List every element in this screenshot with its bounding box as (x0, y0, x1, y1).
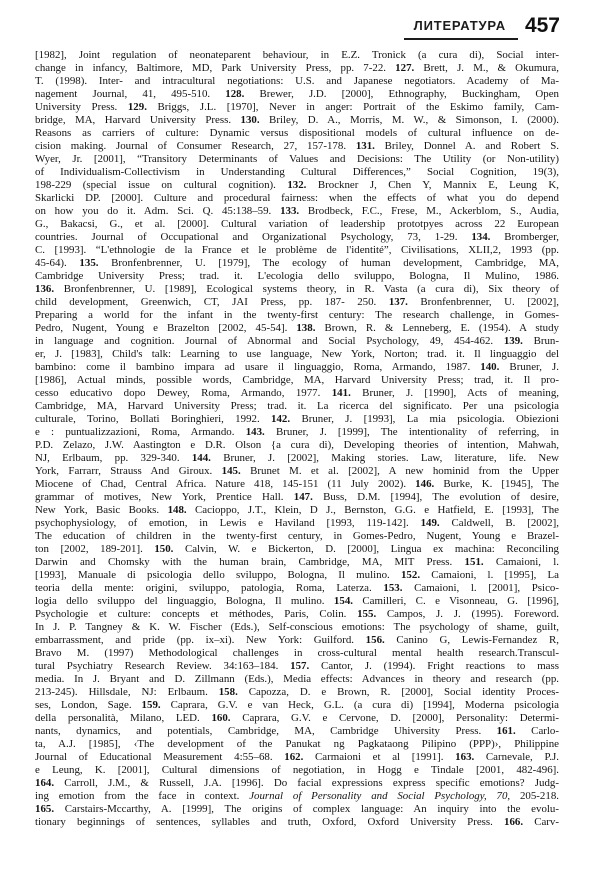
entry-number: 143. (245, 426, 265, 438)
text-line (35, 166, 559, 179)
text-segment: G., Bakacsi, G., et al. [2000]. Cultural variation of leadership prototpyes across 22 European (35, 218, 559, 230)
text-segment: The education of children in the twenty-first century, in Gomes-Pedro, Nugent, Young e Brazel- (35, 530, 559, 542)
entry-number: 152. (400, 569, 421, 581)
entry-number: 136. (35, 283, 55, 295)
text-segment: 213-245). Hillsdale, NJ: Erlbaum. (35, 686, 219, 698)
text-segment: ses, London, Sage. (35, 699, 142, 711)
text-line (35, 803, 559, 816)
text-segment: Journal of Personality and Social Psychology, 70 (249, 790, 508, 802)
text-segment: countries. Journal of Occupational and Organizational Psychology, 73, 1-29. (35, 231, 472, 243)
page-number: 457 (524, 14, 560, 37)
text-segment: P.D. Zelazo, J.W. Aastington e D.R. Olson {a cura di), Developing theories of intention, Mahwah, (35, 439, 559, 451)
text-line (35, 192, 559, 205)
text-line (35, 179, 559, 192)
text-segment: In J. P. Tangney & K. W. Fischer (Eds.), Self-conscious emotions: The psychology of shame, guilt, (35, 621, 559, 633)
entry-number: 142. (271, 413, 291, 425)
text-segment: grammar of motives, New York, Prentice Hall. (35, 491, 294, 503)
text-line (35, 764, 559, 777)
text-segment: Briley, D. A., Morris, M. W., & Simonson, I. (2000). (259, 114, 559, 126)
text-segment: logia dello sviluppo del linguaggio, Bologna, Il mulino. (35, 595, 334, 607)
text-segment: Carnevale, P.J. (474, 751, 559, 763)
text-segment: Carroll, J.M., & Russell, J.A. [1996]. Do facial expressions express specific emotions? Judg- (54, 777, 559, 789)
text-line (35, 205, 559, 218)
text-segment: [1986], Actual minds, possible words, Cambridge, MA, Harvard University Press; trad, it. Il pro- (35, 374, 559, 386)
text-segment: cesso educativo dopo Dewey, Roma, Armando, 1977. (35, 387, 332, 399)
entry-number: 163. (455, 751, 475, 763)
entry-number: 141. (331, 387, 351, 399)
text-segment: tionary beginnings of sentences, syllables and truth, Oxford, Oxford University Press. (35, 816, 504, 828)
text-line (35, 283, 559, 296)
text-line (35, 322, 559, 335)
entry-number: 133. (280, 205, 300, 217)
text-segment: on how you do it. Adm. Sci. Q. 45:138–59. (35, 205, 281, 217)
text-segment: T. (1998). Inter- and intracultural negotiations: U.S. and Japanese negotiators. Academy of Ma- (35, 75, 559, 87)
text-segment: embarrassment, and pride (pp. ix–xi). New York: Guilford. (35, 634, 366, 646)
entry-number: 128. (225, 88, 245, 100)
text-segment: Caprara, G.V. e van Heck, G.L. (a cura di) [1994], Moderna psicologia (160, 699, 559, 711)
entry-number: 148. (167, 504, 187, 516)
text-segment: bridge, MA, Harvard University Press. (35, 114, 241, 126)
text-segment: Camaioni, l. (483, 556, 559, 568)
text-segment: change in infancy, Baltimore, MD, Park University Press, pp. 7-22. (35, 62, 396, 74)
entry-number: 162. (284, 751, 304, 763)
text-line (35, 751, 559, 764)
entry-number: 130. (240, 114, 260, 126)
entry-number: 131. (355, 140, 375, 152)
entry-number: 144. (191, 452, 211, 464)
text-segment: Cambridge, MA, Harvard University Press; trad. it. La ricerca del significato. Per una psicologia (35, 400, 559, 412)
text-segment: Camilleri, C. e Visonneau, G. [1996], (352, 595, 559, 607)
text-segment: Brockner J, Chen Y, Mannix E, Leung K, (306, 179, 559, 191)
text-segment: Psychologie et culture: concepts et méthodes, Paris, Colin. (35, 608, 358, 620)
entry-number: 132. (287, 179, 307, 191)
text-segment: Cantor, J. (1994). Fright reactions to mass (309, 660, 559, 672)
text-segment: in language and cognition. Journal of Abnormal and Social Psychology, 49, 454-462. (35, 335, 504, 347)
text-segment: Campos, J. J. (1995). Foreword. (376, 608, 559, 620)
text-segment: Cambridge University Press; trad. it. L'ecologia dello sviluppo, Bologna, Il Mulino, 1986. (35, 270, 559, 282)
text-segment: Brun- (522, 335, 559, 347)
entry-number: 145. (221, 465, 241, 477)
text-segment: New York, Basic Books. (35, 504, 168, 516)
text-segment: Cacioppo, J.T., Klein, D J., Bernston, G.G. e Hatfield, E. [1993], The (186, 504, 559, 516)
text-line (35, 452, 559, 465)
text-segment: [1982], Joint regulation of neonateparent behaviour, in E.Z. Tronick (a cura di), Social inter- (35, 49, 559, 61)
text-segment: of Individualism-Collectivism in Understanding Cultural Differences,” Social Cognition, 19(3), (35, 166, 559, 178)
text-line (35, 244, 559, 257)
text-line (35, 777, 559, 790)
text-line (35, 699, 559, 712)
text-segment: Reasons as carriers of culture: Dynamic versus dispositional models of cultural influence on de- (35, 127, 559, 139)
text-segment: 45-64). (35, 257, 80, 269)
entry-number: 160. (211, 712, 231, 724)
text-line (35, 75, 559, 88)
text-segment: Darwin and Chomsky with the human brain, Cambridge, MA, MIT Press. (35, 556, 465, 568)
text-segment: Bromberger, (490, 231, 559, 243)
entry-number: 129. (127, 101, 147, 113)
entry-number: 135. (79, 257, 99, 269)
text-line (35, 608, 559, 621)
text-segment: Brunet M. et al. [2002], A new hominid from the Upper (240, 465, 559, 477)
text-line (35, 257, 559, 270)
text-segment: Briley, Donnel A. and Robert S. (374, 140, 559, 152)
text-segment: Bronfenbrenner, U. [1989], Ecological systems theory, in R. Vasta (a cura di), Six theory of (54, 283, 559, 295)
text-segment: e Leung, K. [2001], Cultural dimensions of negotiation, in Hogg e Tindale [2001, 482-496]. (35, 764, 559, 776)
text-segment: Camaioni, l. [2001], Psico- (402, 582, 559, 594)
text-segment: Brewer, J.D. [2000], Ethnography, Buckingham, Open (244, 88, 559, 100)
text-line (35, 335, 559, 348)
text-segment: Miocene of Chad, Central Africa. Nature 418, 145-151 (11 July 2002). (35, 478, 416, 490)
text-line (35, 790, 559, 803)
text-segment: ing emotion from the face in context. (35, 790, 250, 802)
text-line (35, 816, 559, 829)
text-segment: Bruner, J. [1990], Acts of meaning, (350, 387, 559, 399)
text-segment: Brett, J. M., & Okumura, (414, 62, 559, 74)
entry-number: 158. (218, 686, 238, 698)
entry-number: 159. (141, 699, 161, 711)
text-line (35, 231, 559, 244)
text-segment: Journal of Educational Measurement 4:55–68. (35, 751, 285, 763)
entry-number: 153. (383, 582, 403, 594)
entry-number: 166. (504, 816, 524, 828)
entry-number: 147. (293, 491, 313, 503)
entry-number: 164. (35, 777, 55, 789)
text-segment: ton [2002, 189-201]. (35, 543, 155, 555)
entry-number: 154. (333, 595, 353, 607)
text-segment: tural Psychiatry Research Review. 34:163–184. (35, 660, 291, 672)
text-segment: nants, dynamics, and potentials, Cambridge, MA, Cambridge Uhiversity Press. (35, 725, 497, 737)
text-segment: 198-229 (special issue on cultural cognition). (35, 179, 288, 191)
text-segment: child development, Greenwich, CT, JAI Press, pp. 187- 250. (35, 296, 389, 308)
text-segment: Bronfenbrenner, U. [1979], The ecology of human development, Cambridge, MA, (98, 257, 559, 269)
bibliography-text (35, 49, 559, 829)
text-segment: Carlo- (515, 725, 559, 737)
section-title: ЛИТЕРАТУРА (404, 20, 518, 40)
text-segment: Carv- (523, 816, 559, 828)
text-line (35, 491, 559, 504)
entry-number: 151. (464, 556, 484, 568)
text-line (35, 595, 559, 608)
text-line (35, 478, 559, 491)
text-segment: e : puntualizzazioni, Roma, Armando. (35, 426, 246, 438)
text-line (35, 413, 559, 426)
text-line (35, 348, 559, 361)
text-line (35, 127, 559, 140)
entry-number: 140. (480, 361, 500, 373)
text-segment: bambino: come il bambino impara ad usare il linguaggio, Roma, Armando, 1987. (35, 361, 481, 373)
text-segment: ta, A.J. [1985], ‹The development of the Panukat ng Pagkataong Pilipino (PPP)›, Philippine (35, 738, 559, 750)
text-line (35, 296, 559, 309)
text-line (35, 62, 559, 75)
entry-number: 165. (35, 803, 55, 815)
text-line (35, 556, 559, 569)
entry-number: 157. (290, 660, 310, 672)
text-segment: University Press. (35, 101, 128, 113)
entry-number: 149. (420, 517, 440, 529)
text-line (35, 738, 559, 751)
text-segment: NJ, Erlbaum, pp. 329-340. (35, 452, 192, 464)
text-line (35, 634, 559, 647)
text-line (35, 361, 559, 374)
text-segment: Caldwell, B. [2002], (439, 517, 559, 529)
text-segment: Pedro, Nugent, Young e Brazelton [2002, 45-54]. (35, 322, 297, 334)
text-segment: Burke, K. [1945], The (434, 478, 559, 490)
text-line (35, 114, 559, 127)
text-segment: Capozza, D. e Brown, R. [2000], Social identity Proces- (237, 686, 559, 698)
text-segment: culturale, Torino, Bollati Boringhieri, 1992. (35, 413, 272, 425)
text-line (35, 530, 559, 543)
text-line (35, 400, 559, 413)
text-line (35, 101, 559, 114)
text-line (35, 569, 559, 582)
text-segment: Wyer, Jr. [2001], “Transitory Determinants of Values and Decisions: The Utility (or Non-utility) (35, 153, 559, 165)
text-line (35, 712, 559, 725)
entry-number: 134. (471, 231, 491, 243)
text-line (35, 426, 559, 439)
text-segment: Bruner, J. [1999], The intentionality of referring, in (264, 426, 559, 438)
running-head (404, 14, 560, 40)
text-segment: [1993], Manuale di psicologia dello sviluppo, Bologna, Il mulino. (35, 569, 401, 581)
text-segment: psychophysiology, of emotion, in Lewis e Haviland [1993, 119-142]. (35, 517, 421, 529)
text-segment: teoria della mente: origini, sviluppo, patologia, Roma, Laterza. (35, 582, 384, 594)
text-segment: Preparing a world for the infant in the twenty-first century: The research challenge, in Gomes- (35, 309, 559, 321)
text-line (35, 439, 559, 452)
entry-number: 138. (296, 322, 316, 334)
text-segment: C. [1993]. “L'ethnologie de la France et le problème de l'identité”, Civilisations, XLII,2, 1993 (pp. (35, 244, 559, 256)
text-segment: Bruner, J. (499, 361, 559, 373)
text-segment: Canino G, Lewis-Fernandez R, (384, 634, 559, 646)
text-line (35, 647, 559, 660)
text-segment: , 205-218. (507, 790, 559, 802)
text-segment: Brodbeck, F.C., Frese, M., Ackerblom, S., Audia, (299, 205, 559, 217)
text-segment: Buss, D.M. [1994], The evolution of desire, (312, 491, 559, 503)
text-line (35, 582, 559, 595)
entry-number: 150. (154, 543, 174, 555)
text-line (35, 686, 559, 699)
text-segment: er, J. [1983], Child's talk: Learning to use language, New York, Norton; trad. it. Il linguaggio del (35, 348, 559, 360)
entry-number: 127. (395, 62, 415, 74)
text-segment: Bronfenbrenner, U. [2002], (407, 296, 559, 308)
entry-number: 155. (357, 608, 377, 620)
text-segment: Camaioni, l. [1995], La (420, 569, 559, 581)
entry-number: 156. (365, 634, 385, 646)
text-line (35, 309, 559, 322)
text-line (35, 387, 559, 400)
text-segment: Calvin, W. e Bickerton, D. [2000], Lingua ex machina: Reconciling (173, 543, 559, 555)
text-segment: cision making. Journal of Consumer Research, 27, 157-178. (35, 140, 356, 152)
entry-number: 137. (388, 296, 408, 308)
text-line (35, 49, 559, 62)
text-line (35, 88, 559, 101)
text-segment: media. In J. Bryant and D. Zillmann (Eds.), Media effects: Advances in theory and research (pp. (35, 673, 559, 685)
text-segment: della personalità, Milano, LED. (35, 712, 212, 724)
text-line (35, 660, 559, 673)
text-line (35, 140, 559, 153)
text-segment: Briggs, J.L. [1970], Never in anger: Portrait of the Eskimo family, Cam- (146, 101, 559, 113)
text-line (35, 504, 559, 517)
text-line (35, 517, 559, 530)
text-segment: Bravo M. (1997) Methodological challenges in cross-cultural mental health research.Transcul- (35, 647, 559, 659)
entry-number: 161. (496, 725, 516, 737)
text-segment: Bruner, J. [1993], La mia psicologia. Obiezioni (290, 413, 559, 425)
text-segment: Caprara, G.V. e Cervone, D. [2000], Personality: Determi- (230, 712, 559, 724)
text-line (35, 543, 559, 556)
text-segment: Bruner, J. [2002], Making stories. Law, literature, life. New (210, 452, 559, 464)
text-segment: nagement Journal, 41, 495-510. (35, 88, 226, 100)
text-line (35, 374, 559, 387)
text-segment: Skarlicki DP. [2000]. Culture and procedural fairness: when the effects of what you do depend (35, 192, 559, 204)
entry-number: 139. (503, 335, 523, 347)
text-line (35, 465, 559, 478)
text-line (35, 725, 559, 738)
text-segment: Carmaioni et al [1991]. (303, 751, 456, 763)
text-line (35, 673, 559, 686)
text-segment: York, Farrarr, Strauss And Giroux. (35, 465, 222, 477)
text-line (35, 621, 559, 634)
text-segment: Carstairs-Mccarthy, A. [1999], The origins of complex language: An inquiry into the evolu- (54, 803, 559, 815)
text-segment: Brown, R. & Lenneberg, E. (1954). A study (315, 322, 559, 334)
text-line (35, 270, 559, 283)
text-line (35, 153, 559, 166)
entry-number: 146. (415, 478, 435, 490)
text-line (35, 218, 559, 231)
